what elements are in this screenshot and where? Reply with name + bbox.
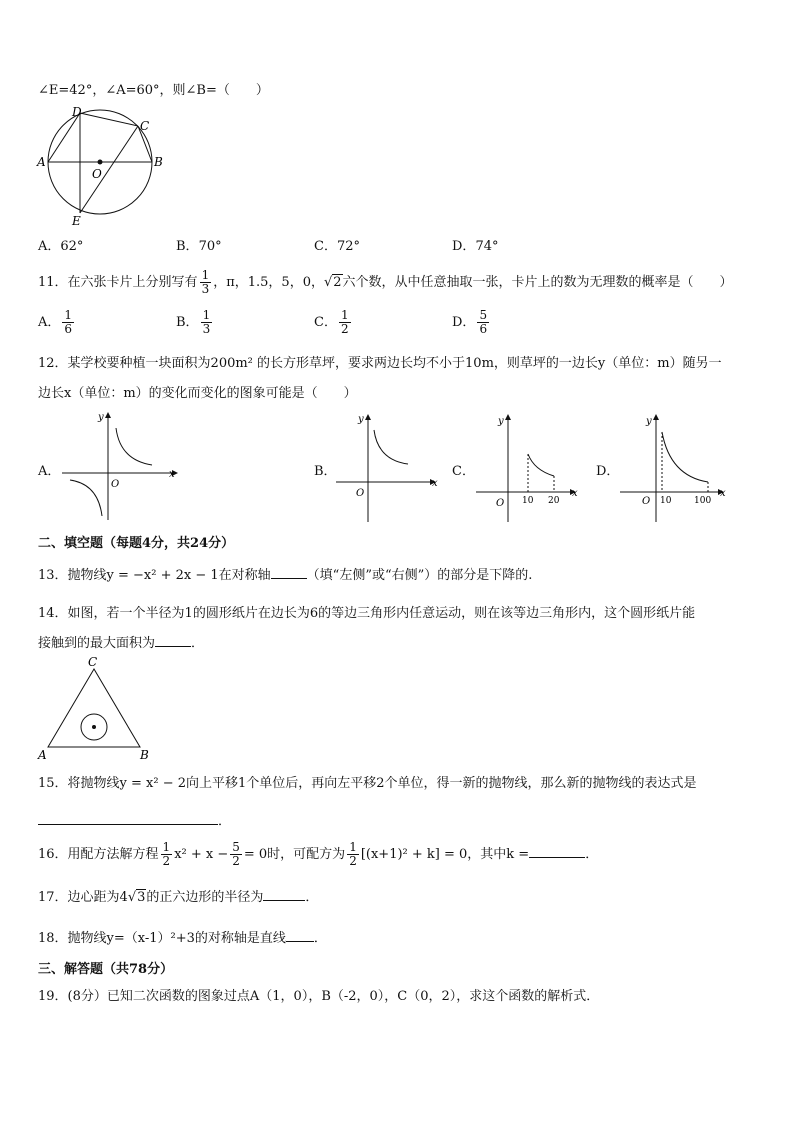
q12-graph-d xyxy=(618,410,738,522)
svg-text:100: 100 xyxy=(694,496,712,506)
q12-graph-a xyxy=(60,410,185,522)
svg-text:10: 10 xyxy=(522,496,534,506)
q12-option-b[interactable]: B． xyxy=(314,464,337,479)
q11-option-a[interactable]: A． $\frac{1}{6}$ xyxy=(38,308,73,336)
q12-option-a[interactable]: A． xyxy=(38,464,61,479)
svg-text:O: O xyxy=(496,498,505,509)
q14-blank[interactable] xyxy=(155,646,191,647)
q13: 13．抛物线y = −x² + 2x − 1在对称轴 （填“左侧”或“右侧”）的部分是下降的. xyxy=(38,568,533,583)
label-c: C xyxy=(88,655,98,669)
q12-option-d[interactable]: D． xyxy=(596,464,620,479)
q14-triangle-figure xyxy=(34,655,164,761)
label-d: D xyxy=(72,105,82,119)
q16-blank[interactable] xyxy=(529,857,585,858)
svg-text:x: x xyxy=(169,469,175,480)
label-a: A xyxy=(37,155,46,169)
svg-text:x: x xyxy=(572,488,578,499)
q15-blank[interactable] xyxy=(38,824,218,825)
section-3-title: 三、解答题（共78分） xyxy=(38,962,174,977)
svg-text:O: O xyxy=(356,488,365,499)
svg-text:20: 20 xyxy=(548,496,560,506)
svg-text:10: 10 xyxy=(660,496,672,506)
svg-text:O: O xyxy=(642,496,651,507)
q18: 18．抛物线y=（x-1）²+3的对称轴是直线 ． xyxy=(38,931,327,946)
section-2-title: 二、填空题（每题4分，共24分） xyxy=(38,536,235,551)
q10-option-c[interactable]: C．72° xyxy=(314,239,360,254)
q10-option-b[interactable]: B．70° xyxy=(176,239,222,254)
q11-stem: 11．在六张卡片上分别写有 $\frac{1}{3}$ ，π，1.5，5，0，√2六个数，从中任意抽取一张，卡片上的数为无理数的概率是（ ） xyxy=(38,268,733,296)
svg-text:x: x xyxy=(720,488,726,499)
q17: 17．边心距为4√3的正六边形的半径为 ． xyxy=(38,890,319,905)
q11-option-c[interactable]: C． $\frac{1}{2}$ xyxy=(314,308,349,336)
label-e: E xyxy=(72,214,81,228)
q18-blank[interactable] xyxy=(286,941,314,942)
q15-answer: ． xyxy=(38,813,231,831)
svg-text:y: y xyxy=(98,412,104,423)
q13-blank[interactable] xyxy=(271,578,307,579)
svg-text:y: y xyxy=(498,416,504,427)
q10-stem: ∠E=42°，∠A=60°，则∠B=（ ） xyxy=(38,83,269,98)
label-o: O xyxy=(92,167,102,181)
q11-option-b[interactable]: B． $\frac{1}{3}$ xyxy=(176,308,211,336)
q17-blank[interactable] xyxy=(263,900,305,901)
label-a: A xyxy=(38,748,47,761)
q10-option-a[interactable]: A．62° xyxy=(38,239,84,254)
svg-text:O: O xyxy=(111,479,120,490)
q12-line2: 边长x（单位：m）的变化而变化的图象可能是（ ） xyxy=(38,386,357,401)
q12-option-c[interactable]: C． xyxy=(452,464,475,479)
svg-text:x: x xyxy=(432,478,438,489)
svg-text:y: y xyxy=(646,416,652,427)
q10-option-d[interactable]: D．74° xyxy=(452,239,499,254)
q15-line1: 15．将抛物线y = x² − 2向上平移1个单位后，再向左平移2个单位，得一新的抛物线，那么新的抛物线的表达式是 xyxy=(38,776,697,791)
q12-graph-c xyxy=(474,410,589,522)
q12-graph-b xyxy=(334,410,444,522)
label-b: B xyxy=(154,155,163,169)
label-c: C xyxy=(140,119,150,133)
q14-line2: 接触到的最大面积为 ． xyxy=(38,636,205,651)
label-b: B xyxy=(140,748,149,761)
q11-option-d[interactable]: D． $\frac{5}{6}$ xyxy=(452,308,488,336)
svg-text:y: y xyxy=(358,414,364,425)
q19: 19．(8分）已知二次函数的图象过点A（1，0），B（-2，0），C（0，2），求这个函数的解析式． xyxy=(38,989,600,1004)
q10-circle-figure xyxy=(30,104,170,230)
q16: 16．用配方法解方程 $\frac{1}{2}$ x² + x − $\frac{5}{2}$ = 0时，可配方为 $\frac{1}{2}$ [(x+1)² + k] = 0，其中k = ． xyxy=(38,840,599,868)
q12-line1: 12．某学校要种植一块面积为200m² 的长方形草坪，要求两边长均不小于10m，则草坪的一边长y（单位：m）随另一 xyxy=(38,356,722,371)
q14-line1: 14．如图，若一个半径为1的圆形纸片在边长为6的等边三角形内任意运动，则在该等边三角形内，这个圆形纸片能 xyxy=(38,606,696,621)
